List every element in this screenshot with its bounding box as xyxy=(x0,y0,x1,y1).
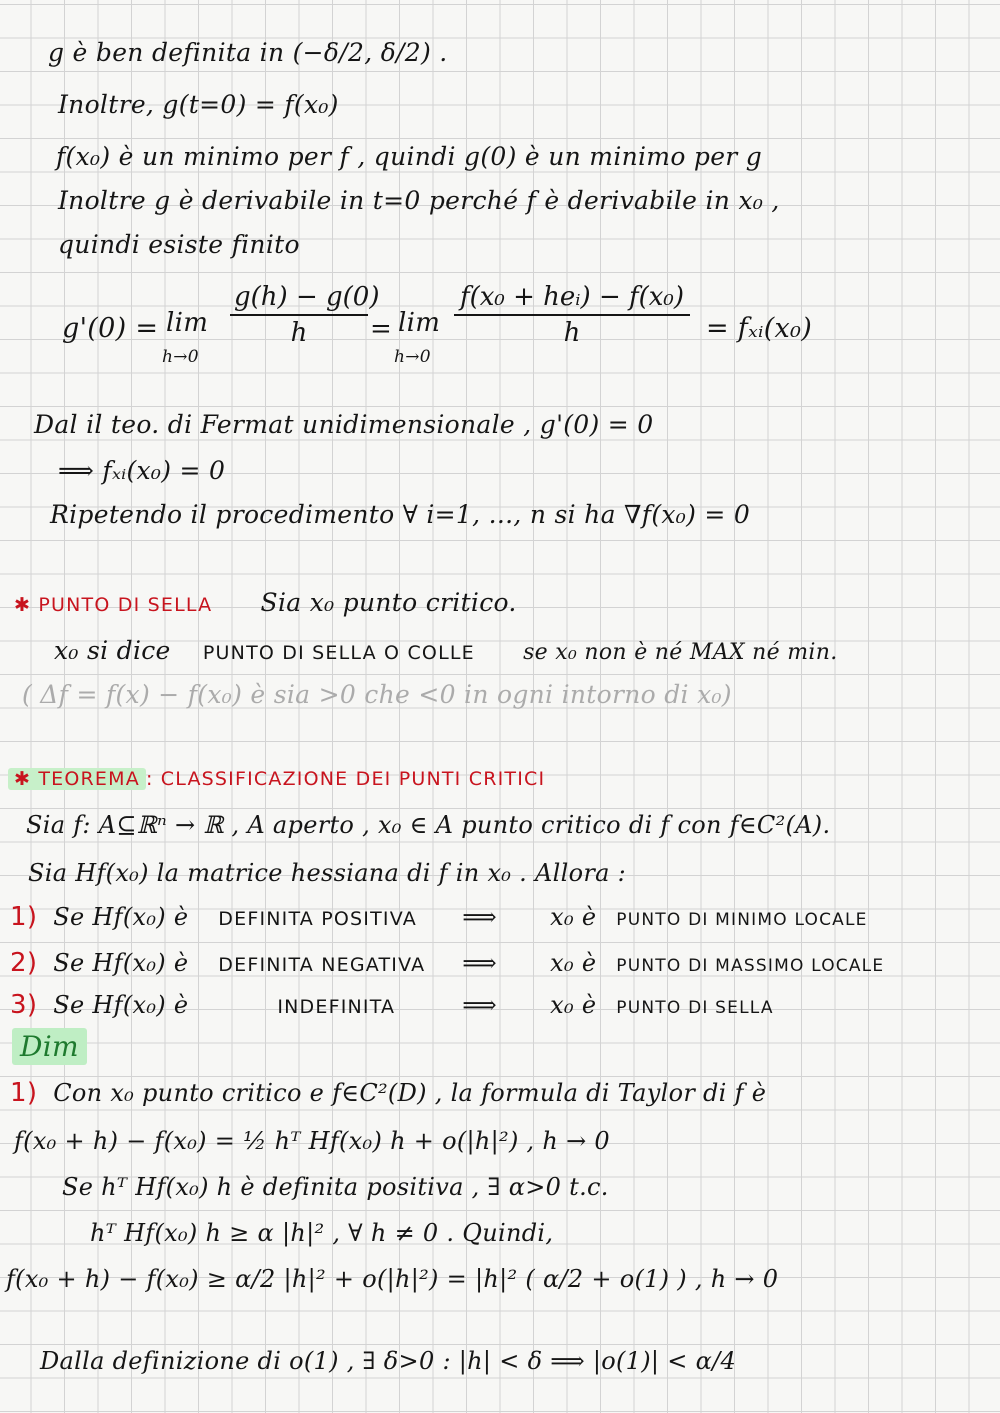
proof-step-number: 1) xyxy=(10,1078,38,1108)
proof-taylor-intro: Con x₀ punto critico e f∈C²(D) , la formula di Taylor di f è xyxy=(53,1079,767,1107)
case-1-number: 1) xyxy=(10,902,38,932)
eq-lhs: g'(0) = xyxy=(62,313,159,344)
theorem-hypothesis: Sia f: A⊆ℝⁿ → ℝ , A aperto , x₀ ∈ A punto critico di f con f∈C²(A). xyxy=(26,811,831,839)
proof-line-4: hᵀ Hf(x₀) h ≥ α |h|² , ∀ h ≠ 0 . Quindi, xyxy=(90,1219,554,1247)
eq-fraction-1-den: h xyxy=(290,318,308,348)
theorem-case-3 xyxy=(10,990,774,1023)
case-3-result: PUNTO DI SELLA xyxy=(616,998,774,1018)
line-g-defined: g è ben definita in (−δ/2, δ/2) . xyxy=(48,38,448,67)
case-3-number: 3) xyxy=(10,990,38,1020)
eq-lim-1: lim xyxy=(166,308,209,338)
proof-line-3: Se hᵀ Hf(x₀) h è definita positiva , ∃ α>0 t.c. xyxy=(62,1173,609,1201)
case-2-arrow: ⟹ xyxy=(462,949,497,977)
proof-line-1 xyxy=(10,1078,766,1108)
line-g-at-zero: Inoltre, g(t=0) = f(x₀) xyxy=(58,90,339,119)
theorem-heading: ✱ TEOREMA xyxy=(8,768,146,790)
theorem-case-2 xyxy=(10,948,884,981)
eq-fraction-1-num: g(h) − g(0) xyxy=(234,282,380,312)
proof-line-5: f(x₀ + h) − f(x₀) ≥ α/2 |h|² + o(|h|²) = |h|² ( α/2 + o(1) ) , h → 0 xyxy=(6,1265,779,1293)
eq-fraction-1 xyxy=(230,282,380,348)
proof-line-6: Dalla definizione di o(1) , ∃ δ>0 : |h| < δ ⟹ |o(1)| < α/4 xyxy=(40,1347,737,1375)
eq-lim-2-sub: h→0 xyxy=(394,347,431,367)
case-3-condition: INDEFINITA xyxy=(277,996,396,1018)
case-1-result: PUNTO DI MINIMO LOCALE xyxy=(616,910,868,930)
case-3-arrow: ⟹ xyxy=(462,991,497,1019)
case-1-result-prefix: x₀ è xyxy=(550,903,597,931)
theorem-heading-row xyxy=(8,762,545,794)
eq-lim-1-sub: h→0 xyxy=(162,347,199,367)
line-fermat: Dal il teo. di Fermat unidimensionale , g'(0) = 0 xyxy=(34,410,654,439)
case-2-condition: DEFINITA NEGATIVA xyxy=(218,954,426,976)
line-partial-zero: ⟹ fₓᵢ(x₀) = 0 xyxy=(58,456,226,485)
saddle-heading-rest: Sia x₀ punto critico. xyxy=(260,588,517,617)
eq-rhs: = fₓᵢ(x₀) xyxy=(706,313,813,344)
case-2-number: 2) xyxy=(10,948,38,978)
line-gradient-zero: Ripetendo il procedimento ∀ i=1, ..., n si ha ∇f(x₀) = 0 xyxy=(50,500,751,529)
saddle-definition xyxy=(54,636,838,668)
proof-label-row xyxy=(12,1032,87,1063)
case-1-condition: DEFINITA POSITIVA xyxy=(218,908,417,930)
saddle-def-b: PUNTO DI SELLA O COLLE xyxy=(202,642,475,664)
saddle-heading-row xyxy=(14,588,517,620)
case-3-premise: Se Hf(x₀) è xyxy=(53,991,189,1019)
eq-fraction-2-num: f(x₀ + heᵢ) − f(x₀) xyxy=(460,282,684,312)
theorem-hessian: Sia Hf(x₀) la matrice hessiana di f in x₀ . Allora : xyxy=(28,859,627,887)
eq-fraction-2-den: h xyxy=(563,318,581,348)
saddle-def-a: x₀ si dice xyxy=(54,636,171,665)
case-1-premise: Se Hf(x₀) è xyxy=(53,903,189,931)
line-derivable: Inoltre g è derivabile in t=0 perché f è derivabile in x₀ , xyxy=(58,186,780,215)
saddle-heading: ✱ PUNTO DI SELLA xyxy=(14,594,213,616)
case-2-result: PUNTO DI MASSIMO LOCALE xyxy=(616,956,885,976)
saddle-explanation: ( Δf = f(x) − f(x₀) è sia >0 che <0 in ogni intorno di x₀) xyxy=(22,680,732,709)
case-2-result-prefix: x₀ è xyxy=(550,949,597,977)
case-1-arrow: ⟹ xyxy=(462,903,497,931)
proof-label: Dim xyxy=(12,1028,87,1065)
proof-line-2: f(x₀ + h) − f(x₀) = ½ hᵀ Hf(x₀) h + o(|h|²) , h → 0 xyxy=(14,1127,610,1155)
theorem-title: : CLASSIFICAZIONE DEI PUNTI CRITICI xyxy=(145,768,546,790)
saddle-def-c: se x₀ non è né MAX né min. xyxy=(523,640,838,665)
theorem-case-1 xyxy=(10,902,868,935)
eq-lim-2: lim xyxy=(398,308,441,338)
line-minimum: f(x₀) è un minimo per f , quindi g(0) è un minimo per g xyxy=(56,142,763,171)
eq-equals: = xyxy=(370,314,393,344)
eq-fraction-2 xyxy=(454,282,690,348)
case-2-premise: Se Hf(x₀) è xyxy=(53,949,189,977)
case-3-result-prefix: x₀ è xyxy=(550,991,597,1019)
line-exists-finite: quindi esiste finito xyxy=(58,230,300,259)
